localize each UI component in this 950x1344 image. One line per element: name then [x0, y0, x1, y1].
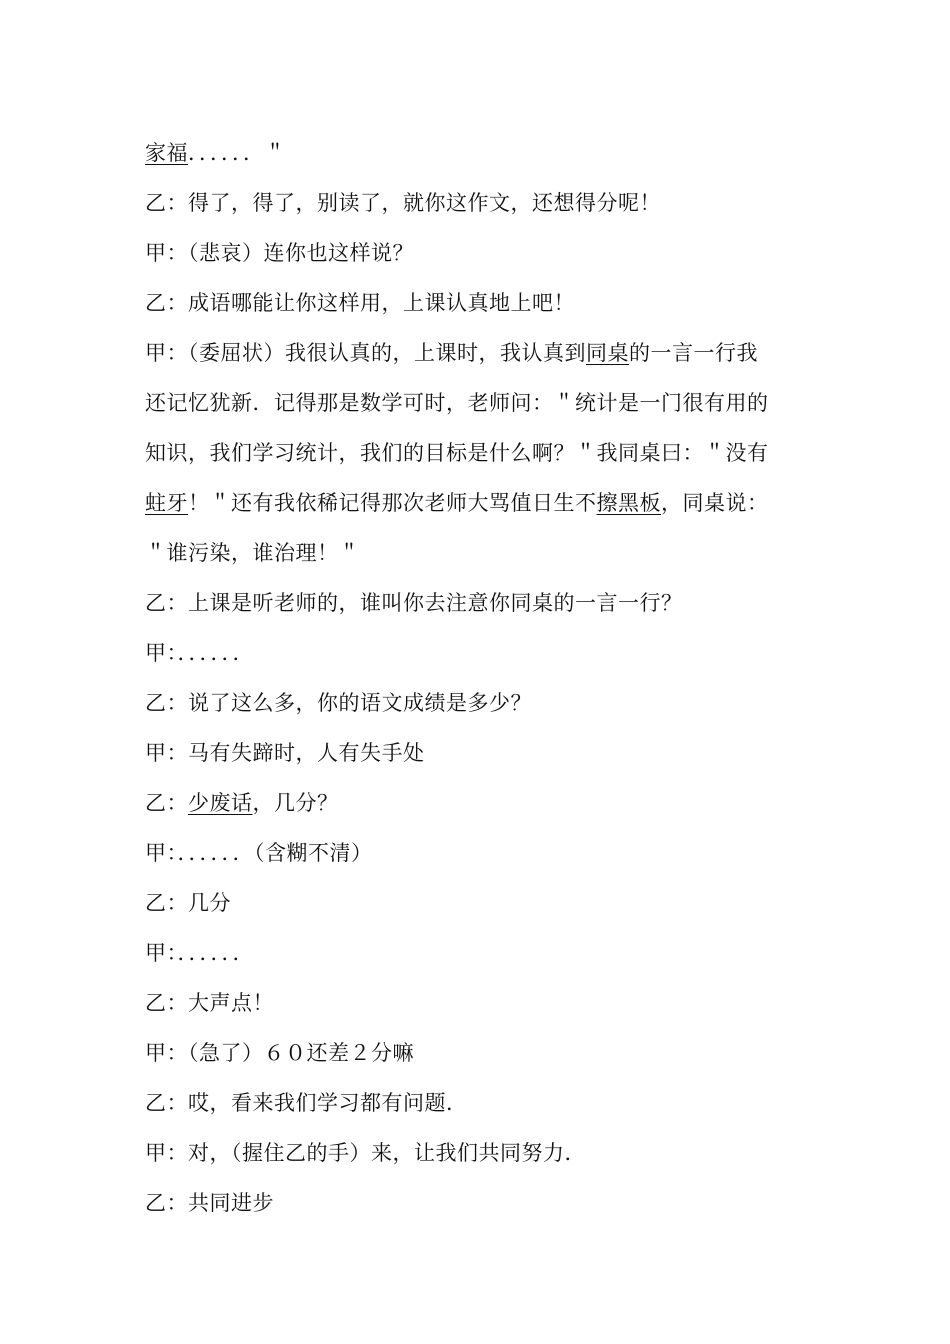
text-line: [145, 628, 815, 678]
text-segment: 乙：说了这么多，你的语文成绩是多少？: [145, 691, 532, 715]
text-line: [145, 528, 815, 578]
text-line: [145, 1178, 815, 1228]
dialogue-text: [145, 128, 815, 1228]
text-segment: 还记忆犹新．记得那是数学可时，老师问：＂统计是一门很有用的: [145, 391, 769, 415]
underlined-word: 蛀牙: [145, 491, 188, 515]
text-segment: 乙：大声点！: [145, 991, 274, 1015]
text-segment: 乙：哎，看来我们学习都有问题．: [145, 1091, 468, 1115]
text-segment: 甲：马有失蹄时，人有失手处: [145, 741, 425, 765]
text-segment: ，几分？: [252, 791, 339, 815]
text-segment: 的一言一行我: [629, 341, 758, 365]
text-segment: ＂谁污染，谁治理！＂: [145, 541, 360, 565]
underlined-word: 少废话: [188, 791, 253, 815]
text-segment: 甲：．．．．．．: [145, 941, 254, 965]
text-line: [145, 128, 815, 178]
text-segment: ！＂还有我依稀记得那次老师大骂值日生不: [188, 491, 597, 515]
text-segment: 甲：对，（握住乙的手）来，让我们共同努力．: [145, 1141, 586, 1165]
text-segment: 甲：（委屈状）我很认真的，上课时，我认真到: [145, 341, 586, 365]
underlined-word: 家福: [145, 141, 188, 165]
text-segment: 乙：: [145, 791, 188, 815]
text-segment: 乙：共同进步: [145, 1191, 274, 1215]
text-segment: ，同桌说：: [661, 491, 769, 515]
text-line: [145, 328, 815, 378]
text-segment: 乙：上课是听老师的，谁叫你去注意你同桌的一言一行？: [145, 591, 683, 615]
text-line: [145, 778, 815, 828]
text-segment: 甲：．．．．．．: [145, 641, 254, 665]
text-segment: ．．．．．．＂: [188, 141, 286, 165]
text-line: [145, 1078, 815, 1128]
text-line: [145, 1028, 815, 1078]
underlined-word: 擦黑板: [596, 491, 661, 515]
text-line: [145, 228, 815, 278]
text-segment: 乙：成语哪能让你这样用，上课认真地上吧！: [145, 291, 575, 315]
text-line: [145, 828, 815, 878]
text-segment: 甲：（悲哀）连你也这样说？: [145, 241, 414, 265]
text-segment: 甲：．．．．．．（含糊不清）: [145, 841, 373, 865]
text-segment: 乙：得了，得了，别读了，就你这作文，还想得分呢！: [145, 191, 661, 215]
text-line: [145, 478, 815, 528]
text-line: [145, 728, 815, 778]
text-line: [145, 178, 815, 228]
text-line: [145, 678, 815, 728]
text-line: [145, 928, 815, 978]
text-line: [145, 1128, 815, 1178]
text-line: [145, 578, 815, 628]
text-segment: 知识，我们学习统计，我们的目标是什么啊？＂我同桌曰：＂没有: [145, 441, 769, 465]
text-line: [145, 278, 815, 328]
text-line: [145, 428, 815, 478]
underlined-word: 同桌: [586, 341, 629, 365]
text-line: [145, 878, 815, 928]
text-segment: 甲：（急了）６０还差２分嘛: [145, 1041, 414, 1065]
text-line: [145, 978, 815, 1028]
text-segment: 乙：几分: [145, 891, 231, 915]
text-line: [145, 378, 815, 428]
